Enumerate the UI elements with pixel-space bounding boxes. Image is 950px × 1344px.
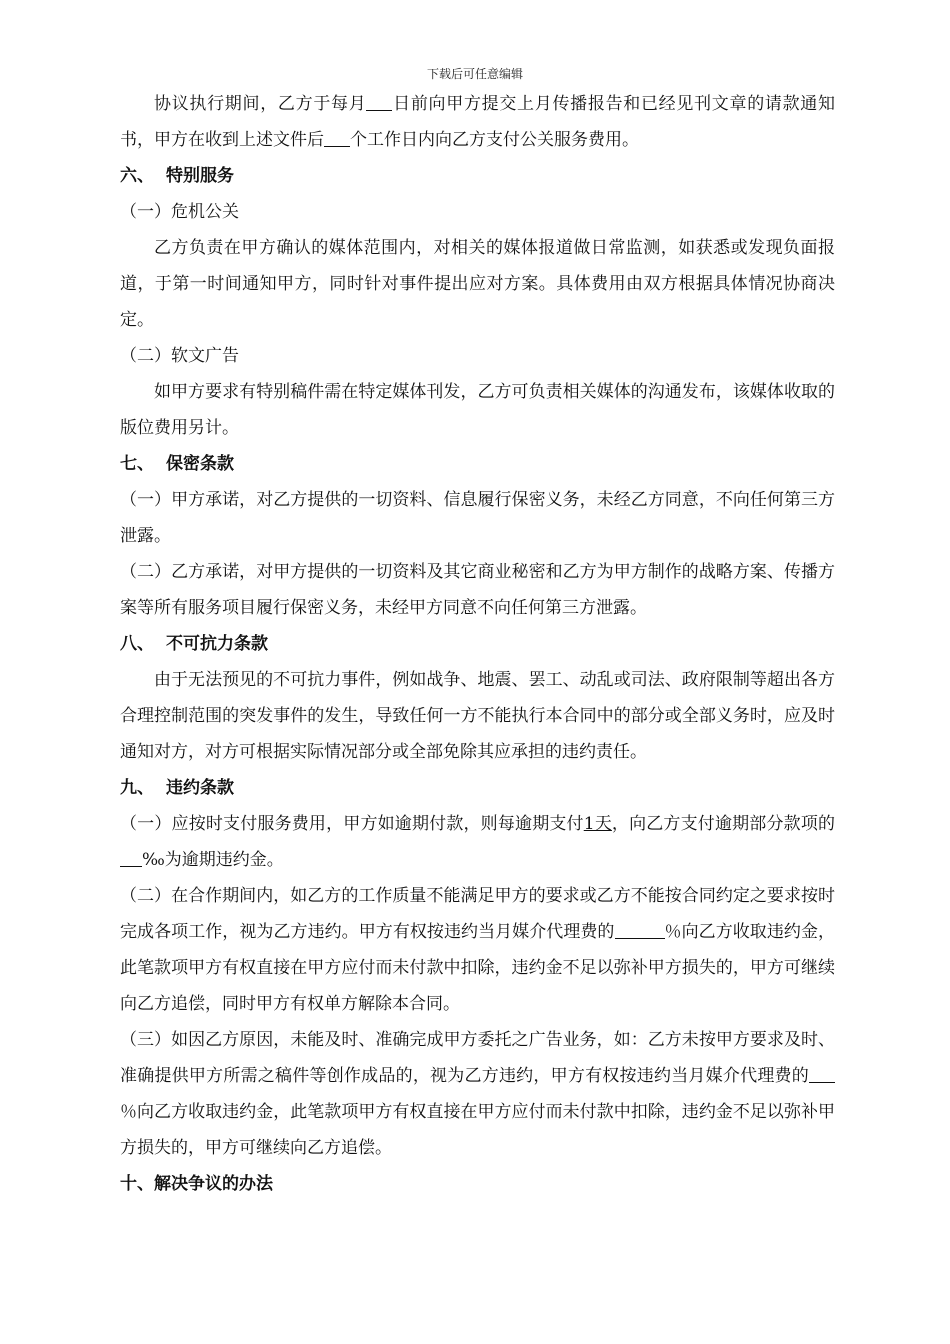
blank-field	[120, 850, 142, 867]
blank-field	[324, 130, 350, 147]
breach-item-1: （一）应按时支付服务费用，甲方如逾期付款，则每逾期支付1天，向乙方支付逾期部分款项的‰为逾期违约金。	[120, 814, 836, 870]
breach-item-2: （二）在合作期间内，如乙方的工作质量不能满足甲方的要求或乙方不能按合同约定之要求按时完成各项工作，视为乙方违约。甲方有权按违约当月媒介代理费的 ％向乙方收取违约金，此笔款项甲方有权直接在甲方应付而未付款中扣除，违约金不足以弥补甲方损失的，甲方可继续向乙方追偿，同时甲方有权单方解除本合同。	[120, 886, 836, 1014]
blank-field	[809, 1066, 835, 1083]
blank-field	[615, 922, 665, 939]
payment-terms-paragraph: 协议执行期间，乙方于每月 日前向甲方提交上月传播报告和已经见刊文章的请款通知书，甲方在收到上述文件后 个工作日内向乙方支付公关服务费用。	[120, 94, 836, 150]
breach-item-3: （三）如因乙方原因，未能及时、准确完成甲方委托之广告业务，如：乙方未按甲方要求及时、准确提供甲方所需之稿件等创作成品的，视为乙方违约，甲方有权按违约当月媒介代理费的％向乙方收取违约金，此笔款项甲方有权直接在甲方应付而未付款中扣除，违约金不足以弥补甲方损失的，甲方可继续向乙方追偿。	[120, 1030, 835, 1158]
confidentiality-item-1: （一）甲方承诺，对乙方提供的一切资料、信息履行保密义务，未经乙方同意，不向任何第三方泄露。	[120, 490, 835, 546]
section-heading-dispute-resolution: 十、解决争议的办法	[120, 1174, 273, 1194]
force-majeure-paragraph: 由于无法预见的不可抗力事件，例如战争、地震、罢工、动乱或司法、政府限制等超出各方合理控制范围的突发事件的发生，导致任何一方不能执行本合同中的部分或全部义务时，应及时通知对方，对方可根据实际情况部分或全部免除其应承担的违约责任。	[120, 670, 835, 762]
subsection-title-advertorial: （二）软文广告	[120, 346, 239, 366]
confidentiality-item-2: （二）乙方承诺，对甲方提供的一切资料及其它商业秘密和乙方为甲方制作的战略方案、传播方案等所有服务项目履行保密义务，未经甲方同意不向任何第三方泄露。	[120, 562, 835, 618]
document-body	[120, 86, 835, 1202]
section-heading-force-majeure: 八、 不可抗力条款	[120, 634, 268, 654]
subsection-title-crisis-pr: （一）危机公关	[120, 202, 239, 222]
advertorial-paragraph: 如甲方要求有特别稿件需在特定媒体刊发，乙方可负责相关媒体的沟通发布，该媒体收取的版位费用另计。	[120, 382, 835, 438]
section-heading-special-services: 六、 特别服务	[120, 166, 234, 186]
page-header: 下载后可任意编辑	[426, 67, 523, 81]
blank-field	[366, 94, 392, 111]
section-heading-confidentiality: 七、 保密条款	[120, 454, 234, 474]
crisis-pr-paragraph: 乙方负责在甲方确认的媒体范围内，对相关的媒体报道做日常监测，如获悉或发现负面报道，于第一时间通知甲方，同时针对事件提出应对方案。具体费用由双方根据具体情况协商决定。	[120, 238, 835, 330]
section-heading-breach: 九、 违约条款	[120, 778, 234, 798]
